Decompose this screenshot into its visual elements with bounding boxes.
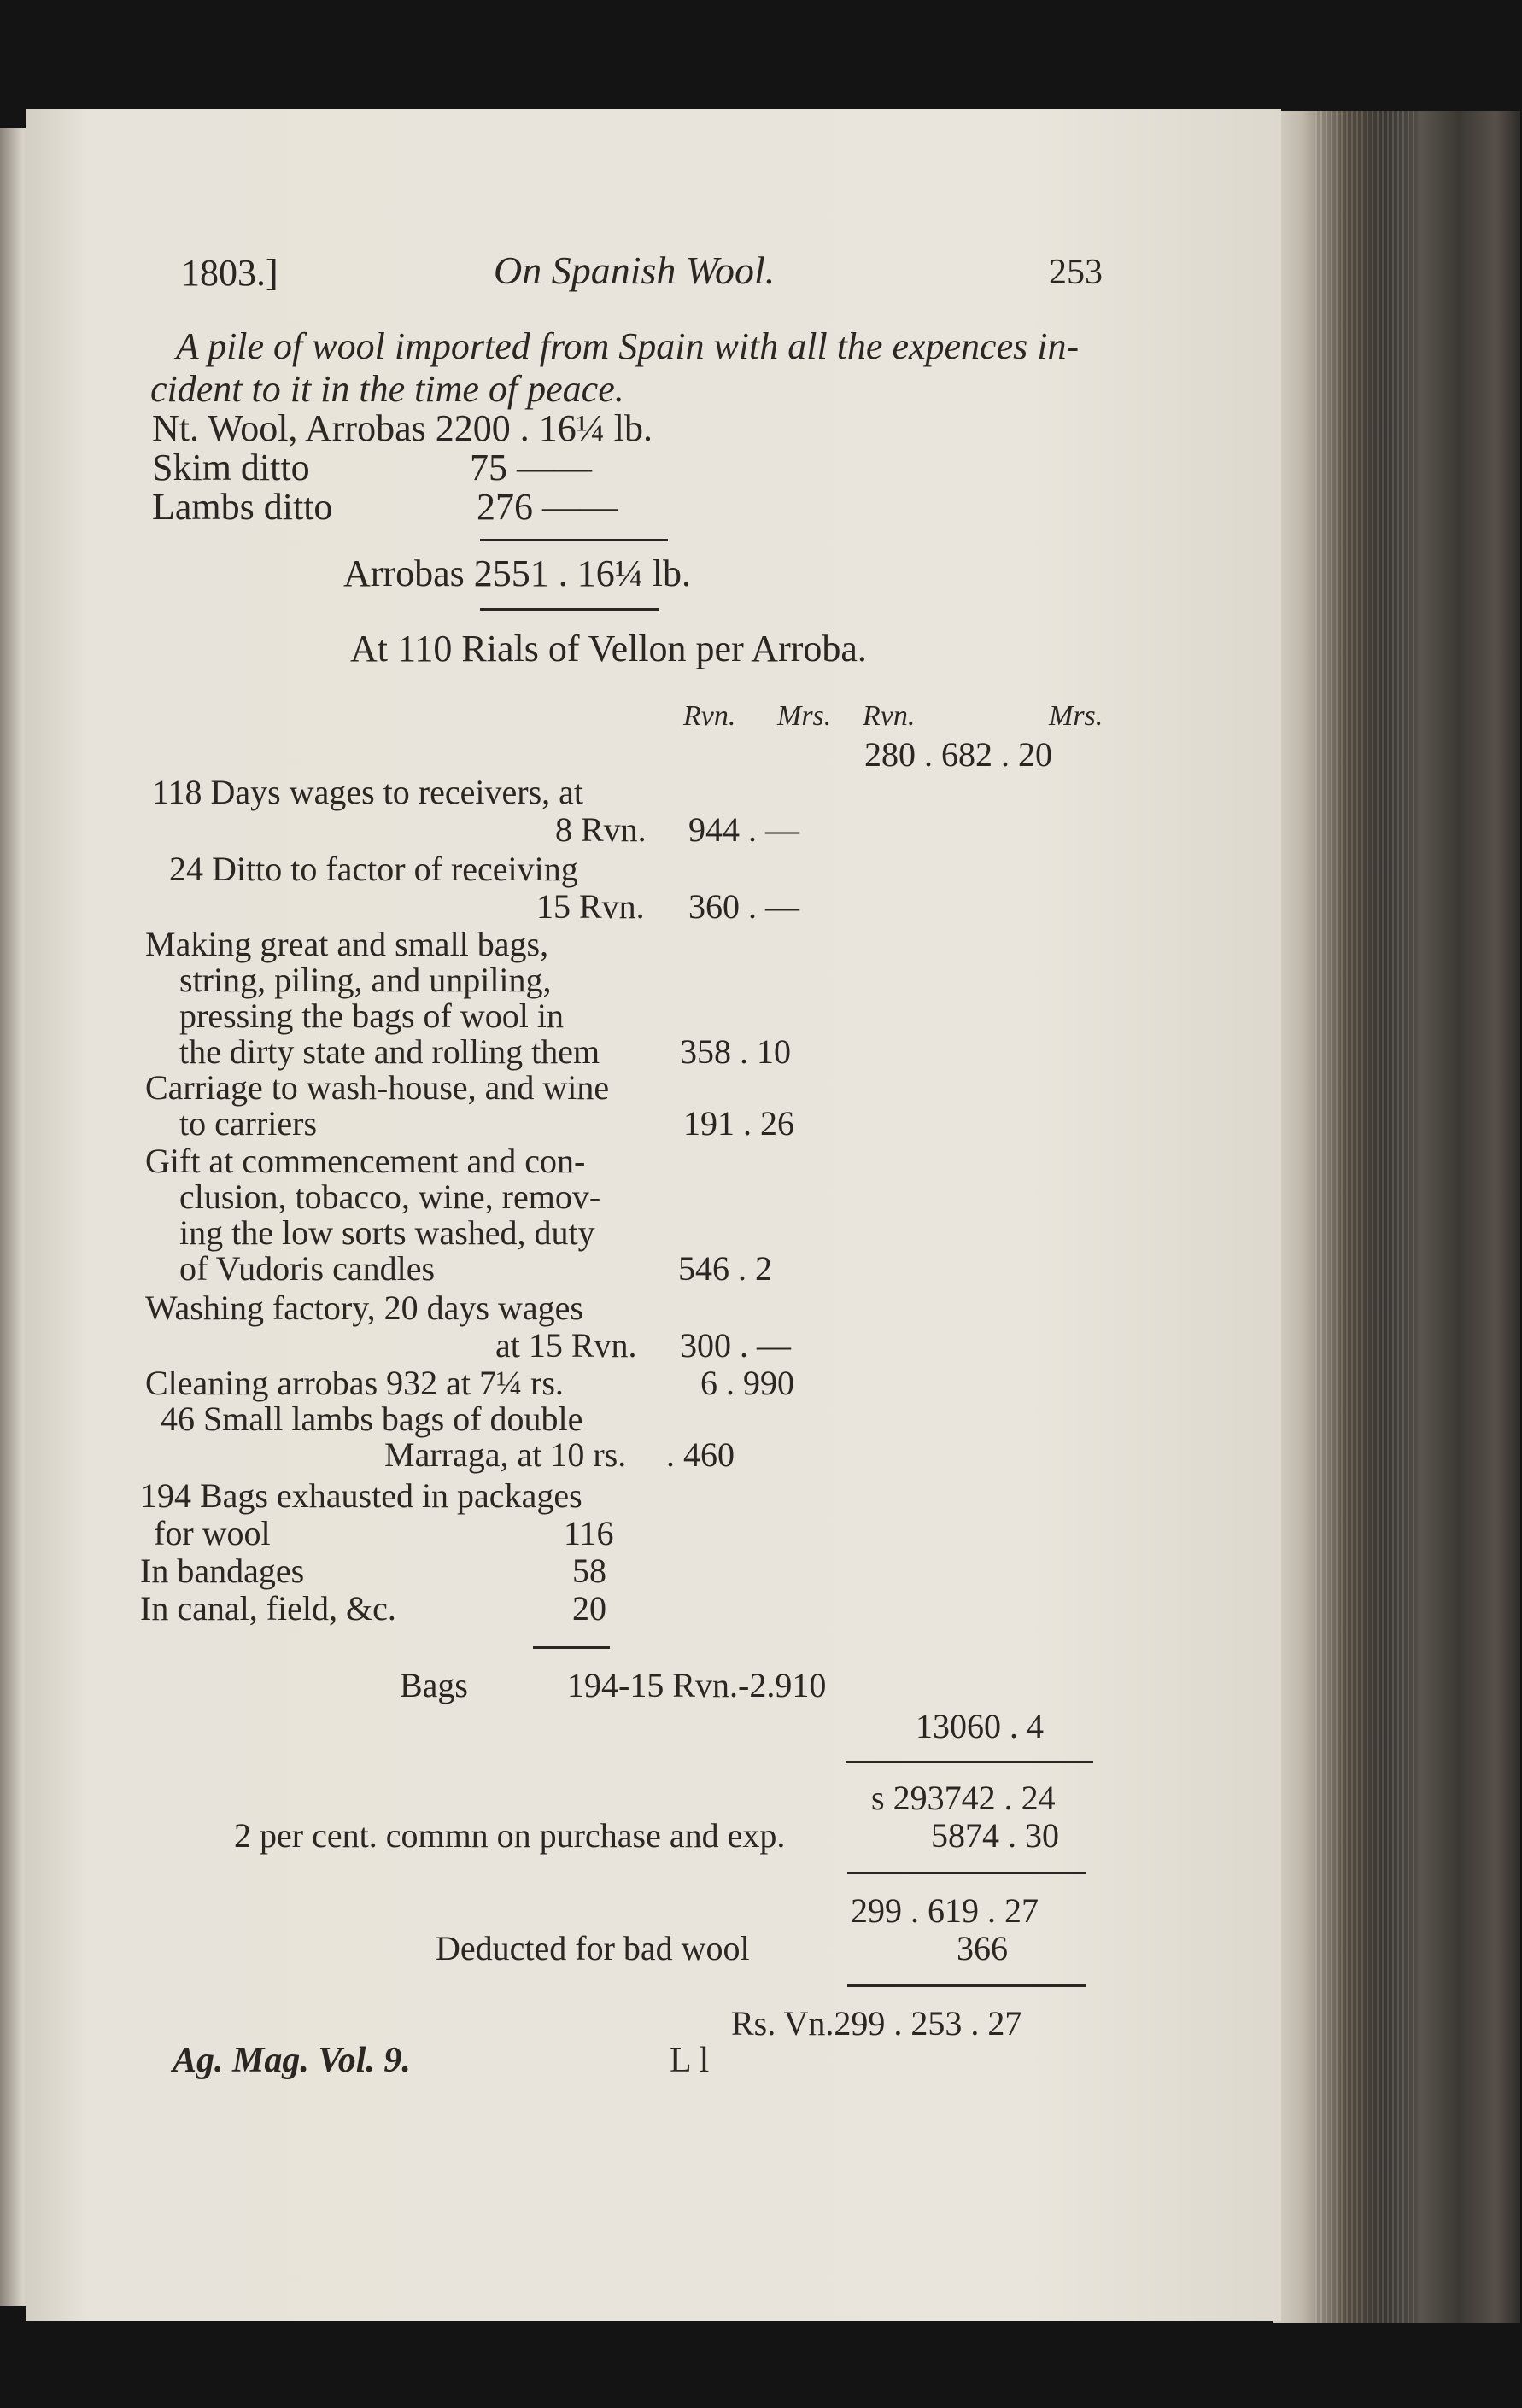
expense-3-line-a: Making great and small bags, (145, 925, 549, 963)
bags-line-2: for wool (154, 1514, 271, 1552)
expense-2-line-a: 24 Ditto to factor of receiving (169, 850, 578, 888)
lambs-label: Lambs ditto (152, 486, 333, 528)
col-mrs-1: Mrs. (777, 700, 832, 732)
expense-5-line-b: clusion, tobacco, wine, remov- (179, 1178, 601, 1216)
bags-line-2-value: 116 (564, 1514, 614, 1552)
expense-8-line-b: Marraga, at 10 rs. (384, 1435, 627, 1474)
signature-mark: Ag. Mag. Vol. 9. (173, 2041, 411, 2080)
subtitle-line-2: cident to it in the time of peace. (150, 368, 624, 410)
expense-6-line-a: Washing factory, 20 days wages (145, 1289, 583, 1327)
expense-3-line-b: string, piling, and unpiling, (179, 961, 552, 999)
rule-total-3 (847, 1984, 1086, 1987)
wool-total: Arrobas 2551 . 16¼ lb. (343, 552, 691, 594)
expense-3-value: 358 . 10 (680, 1032, 791, 1071)
rule-wool (480, 539, 668, 541)
bags-total-label: Bags (400, 1666, 468, 1704)
expense-8-value: . 460 (666, 1435, 735, 1474)
expense-6-value: 300 . — (680, 1326, 791, 1365)
book-page (26, 109, 1281, 2321)
lambs-value: 276 —— (477, 486, 618, 528)
expense-4-line-a: Carriage to wash-house, and wine (145, 1068, 610, 1107)
skim-value: 75 —— (470, 447, 592, 488)
running-title: On Spanish Wool. (494, 248, 776, 292)
col-mrs-2: Mrs. (1049, 700, 1103, 732)
deduction-value: 366 (957, 1929, 1008, 1967)
rule-wool-total (480, 608, 659, 611)
expense-4-value: 191 . 26 (683, 1104, 794, 1143)
expense-6-line-b: at 15 Rvn. (495, 1326, 637, 1365)
expense-3-line-c: pressing the bags of wool in (179, 997, 564, 1035)
expense-1-line-a: 118 Days wages to receivers, at (152, 773, 583, 811)
bags-line-3-value: 58 (572, 1552, 606, 1590)
net-wool-line: Nt. Wool, Arrobas 2200 . 16¼ lb. (152, 407, 653, 449)
bags-line-3: In bandages (140, 1552, 305, 1590)
expense-2-value: 360 . — (688, 887, 799, 926)
expense-1-line-b: 8 Rvn. (555, 810, 647, 849)
expense-5-line-c: ing the low sorts washed, duty (179, 1213, 595, 1252)
rule-bags (533, 1646, 610, 1649)
bags-calculation: 194-15 Rvn.-2.910 (567, 1666, 827, 1704)
commission-label: 2 per cent. commn on purchase and exp. (234, 1816, 786, 1855)
deduction-label: Deducted for bad wool (436, 1929, 750, 1967)
expense-5-value: 546 . 2 (678, 1249, 772, 1288)
bags-line-4-value: 20 (572, 1589, 606, 1628)
col-rvn-1: Rvn. (683, 700, 736, 732)
expense-7-value: 6 . 990 (700, 1364, 794, 1402)
expense-2-line-b: 15 Rvn. (536, 887, 645, 926)
expense-3-line-d: the dirty state and rolling them (179, 1032, 600, 1071)
expense-7-line: Cleaning arrobas 932 at 7¼ rs. (145, 1364, 564, 1402)
final-total: Rs. Vn.299 . 253 . 27 (731, 2004, 1022, 2043)
rule-total-2 (847, 1872, 1086, 1874)
subtotal-2: s 293742 . 24 (871, 1779, 1056, 1817)
expense-5-line-d: of Vudoris candles (179, 1249, 436, 1288)
base-total: 280 . 682 . 20 (864, 735, 1052, 774)
subtotal-1: 13060 . 4 (916, 1707, 1044, 1745)
expense-1-value: 944 . — (688, 810, 799, 849)
bags-line-4: In canal, field, &c. (140, 1589, 396, 1628)
expense-5-line-a: Gift at commencement and con- (145, 1142, 586, 1180)
subtitle-line-1: A pile of wool imported from Spain with all the expences in- (176, 325, 1080, 367)
page-number: 253 (1049, 253, 1103, 292)
expense-4-line-b: to carriers (179, 1104, 318, 1143)
expense-8-line-a: 46 Small lambs bags of double (161, 1400, 583, 1438)
header-year: 1803.] (181, 252, 278, 294)
rate-line: At 110 Rials of Vellon per Arroba. (350, 628, 867, 669)
skim-label: Skim ditto (152, 447, 310, 488)
sheet-mark: L l (670, 2041, 710, 2080)
book-edge-marbling (1315, 111, 1418, 2323)
bags-line-1: 194 Bags exhausted in packages (140, 1476, 582, 1515)
rule-total-1 (846, 1761, 1093, 1763)
col-rvn-2: Rvn. (863, 700, 916, 732)
subtotal-3: 299 . 619 . 27 (851, 1891, 1039, 1930)
commission-value: 5874 . 30 (931, 1816, 1059, 1855)
